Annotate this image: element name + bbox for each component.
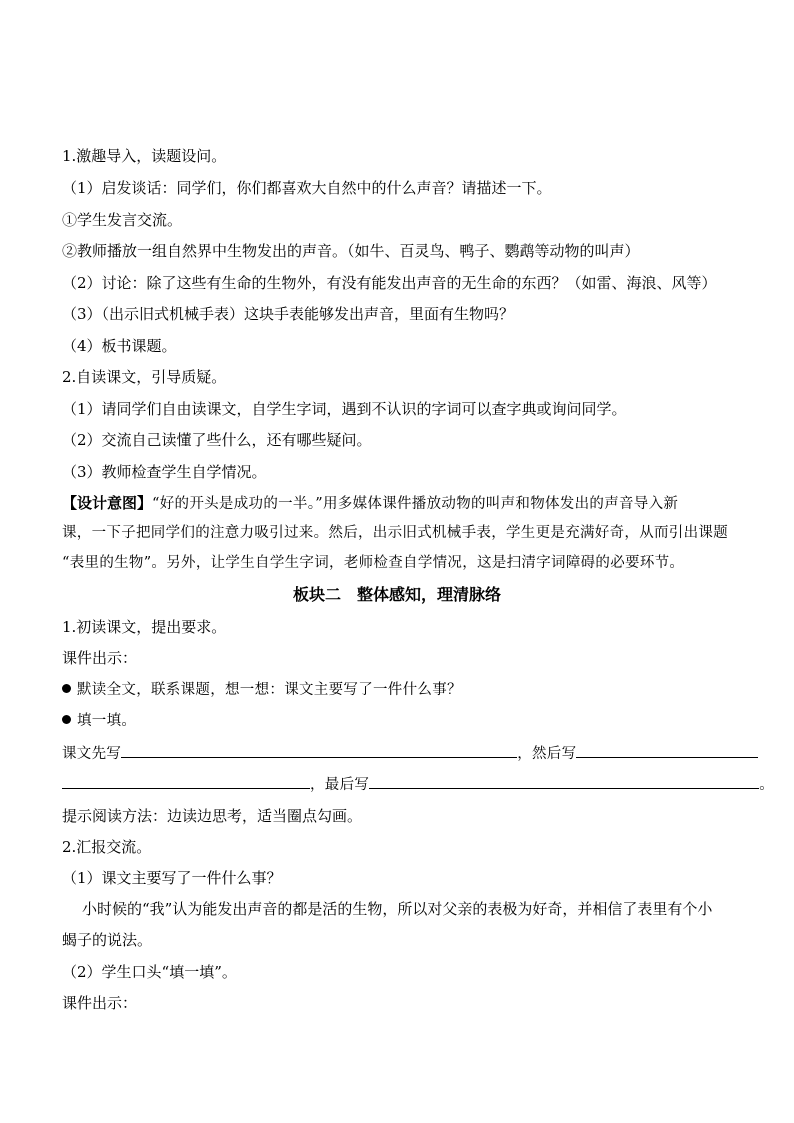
step-1-item-4: （4）板书课题。 <box>62 337 177 355</box>
step-2-item-1: （1）请同学们自由读课文，自学生字词，遇到不认识的字词可以查字典或询问同学。 <box>62 400 627 418</box>
step-2-item-3: （3）教师检查学生自学情况。 <box>62 463 267 481</box>
fill-in-line-1 <box>62 743 758 764</box>
bullet-dot-icon <box>62 715 71 724</box>
bullet-item-1-text: 默读全文，联系课题，想一想：课文主要写了一件什么事？ <box>77 682 462 698</box>
step-1-item-1: （1）启发谈话：同学们，你们都喜欢大自然中的什么声音？请描述一下。 <box>62 179 552 197</box>
bullet-item-2 <box>62 711 136 731</box>
courseware-label-1: 课件出示： <box>62 649 138 667</box>
fill-blank-first[interactable] <box>121 743 517 758</box>
fill-label-first: 课文先写 <box>62 746 122 762</box>
question-2: （2）学生口头“填一填”。 <box>62 963 237 981</box>
step-2-item-2: （2）交流自己读懂了些什么，还有哪些疑问。 <box>62 431 372 449</box>
step-1-item-1a: ①学生发言交流。 <box>62 211 183 229</box>
step-1-item-3: （3）（出示旧式机械手表）这块手表能够发出声音，里面有生物吗？ <box>62 305 515 323</box>
design-intent-line-1 <box>62 493 678 514</box>
fill-blank-then[interactable] <box>576 743 758 758</box>
section-heading-block-2: 板块二 整体感知，理清脉络 <box>292 585 501 604</box>
answer-1-line-2: 蝎子的说法。 <box>62 931 153 949</box>
fill-label-then: ，然后写 <box>517 746 577 762</box>
block-2-step-2: 2.汇报交流。 <box>62 838 152 856</box>
design-intent-label: 【设计意图】 <box>62 494 153 512</box>
block-2-step-1: 1.初读课文，提出要求。 <box>62 618 227 636</box>
fill-in-line-2 <box>62 774 774 795</box>
reading-tip: 提示阅读方法：边读边思考，适当圈点勾画。 <box>62 807 363 825</box>
design-intent-line-3: “表里的生物”。另外，让学生自学生字词，老师检查自学情况，这是扫清字词障碍的必要环节。 <box>62 555 685 571</box>
step-1-item-1b: ②教师播放一组自然界中生物发出的声音。（如牛、百灵鸟、鸭子、鹦鹉等动物的叫声） <box>62 242 640 260</box>
question-1: （1）课文主要写了一件什么事？ <box>62 869 282 887</box>
step-1-item-2: （2）讨论：除了这些有生命的生物外，有没有能发出声音的无生命的东西？（如雷、海浪、风等） <box>62 274 717 292</box>
bullet-item-1 <box>62 680 462 700</box>
fill-end-mark: 。 <box>759 777 775 793</box>
bullet-dot-icon <box>62 684 71 693</box>
step-1-heading: 1.激趣导入，读题设问。 <box>62 147 227 165</box>
design-intent-text-1: “好的开头是成功的一半。”用多媒体课件播放动物的叫声和物体发出的声音导入新 <box>152 496 679 512</box>
answer-1-line-1: 小时候的“我”认为能发出声音的都是活的生物，所以对父亲的表极为好奇，并相信了表里有个小 <box>82 900 713 918</box>
courseware-label-2: 课件出示： <box>62 994 138 1012</box>
fill-blank-then-cont[interactable] <box>62 774 310 789</box>
design-intent-line-2: 课，一下子把同学们的注意力吸引过来。然后，出示旧式机械手表，学生更是充满好奇，从而引出课题 <box>62 525 728 541</box>
fill-label-last: ，最后写 <box>310 777 370 793</box>
step-2-heading: 2.自读课文，引导质疑。 <box>62 368 227 386</box>
bullet-item-2-text: 填一填。 <box>77 713 137 729</box>
fill-blank-last[interactable] <box>369 774 759 789</box>
